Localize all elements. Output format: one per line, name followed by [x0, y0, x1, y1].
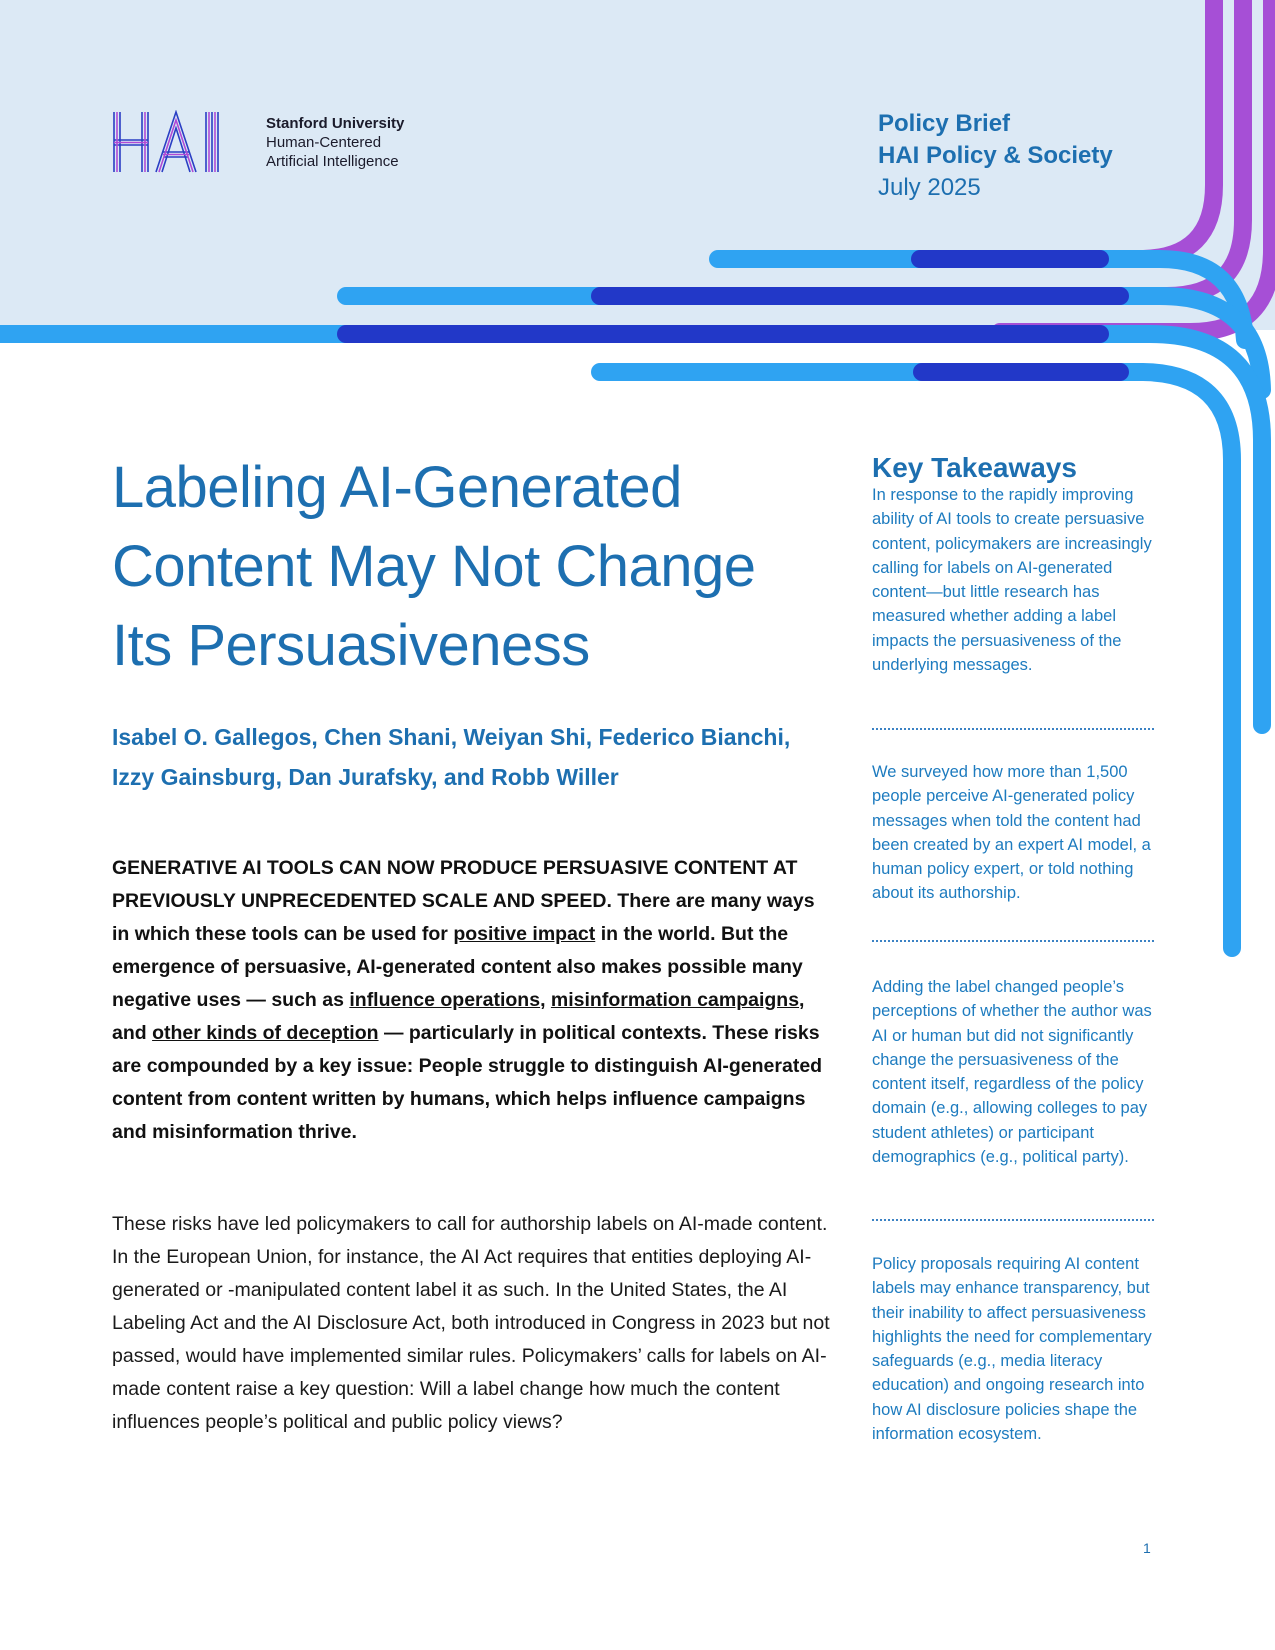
key-takeaways-heading: Key Takeaways: [872, 452, 1077, 483]
takeaway-item-3: Adding the label changed people’s perceptions of whether the author was AI or human but did not significantly change the persuasiveness of the content itself, regardless of the policy domain (e.g., allowing colleges to pay student athletes) or participant demographics (e.g., political party).: [872, 978, 1152, 1167]
takeaway-divider: [872, 1219, 1154, 1221]
title-line-2: Content May Not Change: [112, 534, 756, 599]
brief-info: [878, 108, 1113, 204]
body-paragraph: These risks have led policymakers to call for authorship labels on AI-made content. In the European Union, for instance, the AI Act requires that entities deploying AI-generated or -manipulated content label it as such. In the United States, the AI Labeling Act and the AI Disclosure Act, both introduced in Congress in 2023 but not passed, would have implemented similar rules. Policymakers’ calls for labels on AI-made content raise a key question: Will a label change how much the content influences people’s political and public policy views?: [112, 1213, 830, 1433]
misinformation-campaigns-link[interactable]: misinformation campaigns: [550, 989, 800, 1011]
lead-paragraph: [112, 852, 832, 1149]
page-title: [112, 448, 832, 685]
logo-university: Stanford University: [266, 114, 405, 132]
brief-series: HAI Policy & Society: [878, 142, 1113, 169]
takeaway-divider: [872, 728, 1154, 730]
takeaway-item-2: We surveyed how more than 1,500 people perceive AI-generated policy messages when told the content had been created by an expert AI model, a human policy expert, or told nothing about its authorship.: [872, 763, 1151, 903]
author-list: [112, 717, 832, 797]
authors-line-2: Izzy Gainsburg, Dan Jurafsky, and Robb Willer: [112, 764, 619, 790]
hai-logo-mark-icon: [112, 110, 250, 174]
brief-type: Policy Brief: [878, 110, 1011, 137]
authors-line-1: Isabel O. Gallegos, Chen Shani, Weiyan Shi, Federico Bianchi,: [112, 724, 791, 750]
takeaway-item-1: In response to the rapidly improving ability of AI tools to create persuasive content, policymakers are increasingly calling for labels on AI-generated content—but little research has measured whether adding a label impacts the persuasiveness of the underlying messages.: [872, 486, 1152, 675]
page-number: 1: [1143, 1540, 1151, 1556]
title-line-3: Its Persuasiveness: [112, 613, 590, 678]
lead-text-5: — particularly in political contexts. These risks are compounded by a key issue: People struggle to distinguish AI-generated content from content written by humans, which helps influence campaigns and misinformation thrive.: [112, 1022, 823, 1143]
logo-line-3: Artificial Intelligence: [266, 152, 399, 170]
takeaway-divider: [872, 940, 1154, 942]
deception-link[interactable]: other kinds of deception: [152, 1022, 379, 1044]
lead-text-2: in the world. But the emergence of persuasive, AI-generated content also makes possible many negative uses — such as: [112, 923, 803, 1011]
logo-line-2: Human-Centered: [266, 133, 382, 151]
takeaway-item-4: Policy proposals requiring AI content labels may enhance transparency, but their inability to affect persuasiveness highlights the need for complementary safeguards (e.g., media literacy education) and ongoing research into how AI disclosure policies shape the information ecosystem.: [872, 1255, 1152, 1444]
title-line-1: Labeling AI-Generated: [112, 455, 682, 520]
lead-text-1: GENERATIVE AI TOOLS CAN NOW PRODUCE PERSUASIVE CONTENT AT PREVIOUSLY UNPRECEDENTED SCALE AND SPEED. There are many ways in which these tools can be used for: [112, 857, 815, 945]
brief-date: July 2025: [878, 174, 981, 201]
lead-text-4: , and: [112, 989, 805, 1044]
influence-operations-link[interactable]: influence operations: [349, 989, 541, 1011]
positive-impact-link[interactable]: positive impact: [453, 923, 596, 945]
logo-text: [266, 114, 404, 171]
lead-text-3: ,: [540, 989, 551, 1011]
hai-logo[interactable]: [112, 110, 404, 174]
